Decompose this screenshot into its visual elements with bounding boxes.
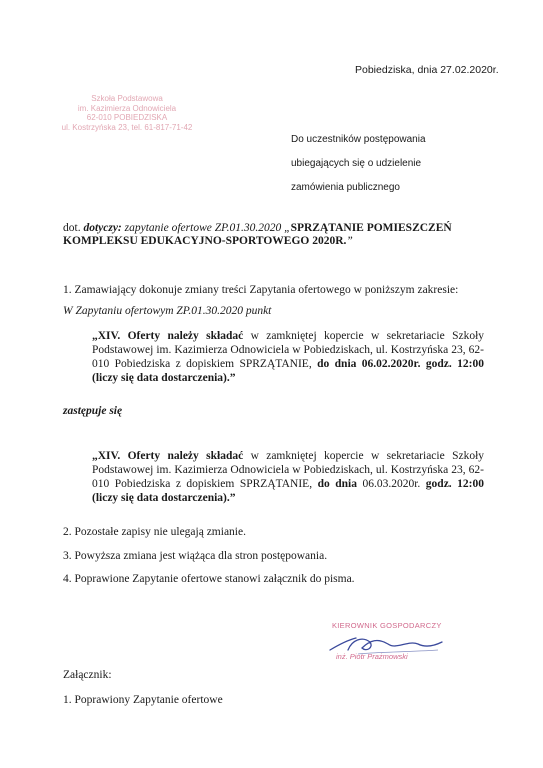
stamp-line: Szkoła Podstawowa [91,94,163,103]
signature-name: inż. Piotr Prażmowski [336,652,408,661]
clause-deadline: do dnia 06.02.2020r. godz. 12:00 (liczy się data dostarczenia).” [92,358,484,384]
clause-text: w zamkniętej kopercie w sekretariacie Szkoły Podstawowej im. Kazimierza Odnowiciela w Pobiedziskach, ul. Kostrzyńska 23, 62-010 Pobiedziska z dopiskiem SPRZĄTANIE, [92,330,485,370]
addressee-line-3: zamówienia publicznego [291,182,400,193]
replaces-label: zastępuje się [63,405,123,417]
clause-lead: „XIV. Oferty należy składać [92,450,244,462]
signature-role: KIEROWNIK GOSPODARCZY [332,621,442,630]
clause-deadline-label: do dnia [317,478,357,490]
stamp-line: 62-010 POBIEDZISKA [86,113,168,122]
clause-deadline-time: godz. 12:00 (liczy się data dostarczenia).” [92,478,484,504]
subject-title: SPRZĄTANIE POMIESZCZEŃ KOMPLEKSU EDUKACYJNO-SPORTOWEGO 2020R. [63,222,452,247]
clause-text: w zamkniętej kopercie w sekretariacie Szkoły Podstawowej im. Kazimierza Odnowiciela w Pobiedziskach, ul. Kostrzyńska 23, 62-010 Pobiedziska z dopiskiem SPRZĄTANIE, [92,450,485,490]
paragraph-1: 1. Zamawiający dokonuje zmiany treści Zapytania ofertowego w poniższym zakresie: [63,284,459,296]
addressee-line-2: ubiegających się o udzielenie [291,158,422,169]
clause-lead: „XIV. Oferty należy składać [92,330,244,342]
original-clause [92,329,484,385]
clause-deadline-date: 06.03.2020r. [356,478,426,490]
paragraph-2: 2. Pozostałe zapisy nie ulegają zmianie. [63,526,246,538]
attachment-item: 1. Poprawiony Zapytanie ofertowe [63,694,223,706]
paragraph-1-sub: W Zapytaniu ofertowym ZP.01.30.2020 punkt [63,305,272,317]
attachments-heading: Załącznik: [63,669,112,681]
subject-ref: zapytanie ofertowe ZP.01.30.2020 „ [121,222,291,234]
paragraph-3: 3. Powyższa zmiana jest wiążąca dla stron postępowania. [63,550,328,562]
school-stamp [52,94,202,132]
date-line: Pobiedziska, dnia 27.02.2020r. [355,64,499,76]
subject-close: ” [346,235,353,247]
new-clause [92,449,484,505]
subject-line [63,222,483,248]
addressee-line-1: Do uczestników postępowania [291,134,426,145]
subject-prefix: dot. [63,222,84,234]
signature-stamp [318,621,458,681]
subject-dotyczy: dotyczy: [83,222,122,234]
stamp-line: im. Kazimierza Odnowiciela [77,103,177,113]
paragraph-4: 4. Poprawione Zapytanie ofertowe stanowi załącznik do pisma. [63,573,355,585]
stamp-line: ul. Kostrzyńska 23, tel. 61-817-71-42 [61,122,193,132]
